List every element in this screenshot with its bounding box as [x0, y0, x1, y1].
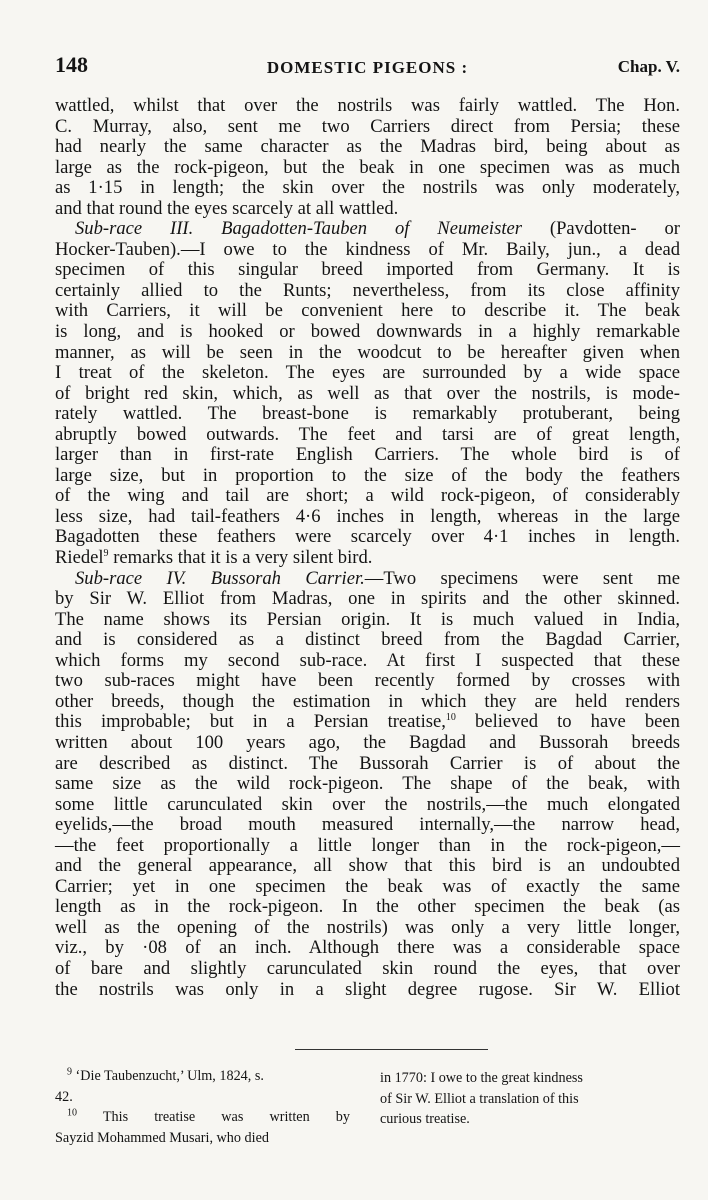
text-line: of bare and slightly carunculated skin round the eyes, that over — [55, 957, 680, 979]
text-line: some little carunculated skin over the nostrils,—the much elongated — [55, 793, 680, 815]
text-line: length as in the rock-pigeon. In the other specimen the beak (as — [55, 896, 680, 918]
text-line: two sub-races might have been recently formed by crosses with — [55, 670, 680, 692]
running-title: DOMESTIC PIGEONS : — [266, 58, 469, 77]
footnote-text: ‘Die Taubenzucht,’ Ulm, 1824, s. — [75, 1068, 264, 1084]
body-text — [55, 96, 680, 1000]
footnote-line: Sayzid Mohammed Musari, who died — [55, 1129, 269, 1146]
text-line: C. Murray, also, sent me two Carriers direct from Persia; these — [55, 115, 680, 137]
text-line — [55, 712, 680, 733]
subrace-4-heading: Sub-race IV. Bussorah Carrier. — [75, 567, 365, 589]
text-span: remarks that it is a very silent bird. — [108, 547, 373, 569]
text-line: larger than in first-rate English Carriers. The whole bird is of — [55, 444, 680, 466]
text-line: large size, but in proportion to the size of the body the feathers — [55, 464, 680, 486]
footnote-line: in 1770: I owe to the great kindness — [380, 1070, 583, 1086]
text-line: written about 100 years ago, the Bagdad and Bussorah breeds — [55, 731, 680, 753]
text-line: certainly allied to the Runts; nevertheless, from its close affinity — [55, 279, 680, 301]
text-line: eyelids,—the broad mouth measured internally,—the narrow head, — [55, 814, 680, 836]
text-line: other breeds, though the estimation in which they are held renders — [55, 690, 680, 712]
text-span: Riedel — [55, 547, 104, 569]
footnote-text: This treatise was written by — [102, 1109, 350, 1125]
text-line: The name shows its Persian origin. It is much valued in India, — [55, 608, 680, 630]
text-line: and is considered as a distinct breed from the Bagdad Carrier, — [55, 629, 680, 651]
text-line: of bright red skin, which, as well as that over the nostrils, is mode- — [55, 382, 680, 404]
text-line: which forms my second sub-race. At first I suspected that these — [55, 649, 680, 671]
text-line: viz., by ·08 of an inch. Although there was a considerable space — [55, 937, 680, 959]
text-line — [55, 548, 680, 569]
text-line: rately wattled. The breast-bone is remarkably protuberant, being — [55, 403, 680, 425]
text-line: of the wing and tail are short; a wild rock-pigeon, of considerably — [55, 485, 680, 507]
footnote-10 — [55, 1107, 350, 1128]
footnote-9 — [55, 1066, 350, 1087]
footnote-divider — [295, 1049, 488, 1050]
text-line: I treat of the skeleton. The eyes are surrounded by a wide space — [55, 362, 680, 384]
text-line: Hocker-Tauben).—I owe to the kindness of Mr. Baily, jun., a dead — [55, 238, 680, 260]
subrace-3-first-line — [55, 219, 680, 240]
text-line: as 1·15 in length; the skin over the nostrils was only moderately, — [55, 177, 680, 199]
text-line: the nostrils was only in a slight degree rugose. Sir W. Elliot — [55, 978, 680, 1000]
footnote-ref-10: 10 — [445, 712, 456, 724]
text-line: is long, and is hooked or bowed downwards in a highly remarkable — [55, 321, 680, 343]
page-number: 148 — [55, 52, 88, 77]
running-header — [55, 52, 680, 82]
text-line: Carrier; yet in one specimen the beak was of exactly the same — [55, 875, 680, 897]
subrace-3-heading: Sub-race III. Bagadotten-Tauben of Neumeister — [75, 218, 522, 240]
text-line: and the general appearance, all show that this bird is an undoubted — [55, 855, 680, 877]
text-line: abruptly bowed outwards. The feet and tarsi are of great length, — [55, 423, 680, 445]
text-line: manner, as will be seen in the woodcut to be hereafter given when — [55, 341, 680, 363]
footnote-ref-9: 9 — [103, 547, 109, 559]
footnote-number: 9 — [67, 1066, 72, 1078]
text-line: well as the opening of the nostrils) was only a very little longer, — [55, 916, 680, 938]
text-span: —Two specimens were sent me — [364, 567, 680, 589]
footnote-line: of Sir W. Elliot a translation of this — [380, 1090, 579, 1107]
footnotes-left — [55, 1066, 350, 1148]
text-line: by Sir W. Elliot from Madras, one in spirits and the other skinned. — [55, 588, 680, 610]
text-line: —the feet proportionally a little longer than in the rock-pigeon,— — [55, 834, 680, 856]
text-line: are described as distinct. The Bussorah Carrier is of about the — [55, 752, 680, 774]
text-line: wattled, whilst that over the nostrils was fairly wattled. The Hon. — [55, 95, 680, 116]
text-line: and that round the eyes scarcely at all wattled. — [55, 197, 399, 219]
subrace-4-first-line — [55, 569, 680, 590]
text-line: less size, had tail-feathers 4·6 inches in length, whereas in the large — [55, 505, 680, 527]
footnotes-right — [380, 1068, 680, 1130]
footnote-line: 42. — [55, 1088, 73, 1105]
text-span: (Pavdotten- or — [522, 218, 680, 240]
text-line: specimen of this singular breed imported from Germany. It is — [55, 259, 680, 281]
text-line: Bagadotten these feathers were scarcely over 4·1 inches in length. — [55, 526, 680, 548]
text-line: same size as the wild rock-pigeon. The shape of the beak, with — [55, 773, 680, 795]
text-line: large as the rock-pigeon, but the beak in one specimen was as much — [55, 156, 680, 178]
footnote-number: 10 — [67, 1107, 77, 1119]
footnote-line: curious treatise. — [380, 1111, 470, 1127]
text-line: with Carriers, it will be convenient here to describe it. The beak — [55, 300, 680, 322]
text-span: this improbable; but in a Persian treatise, — [55, 711, 446, 733]
text-line: had nearly the same character as the Madras bird, being about as — [55, 136, 680, 158]
chapter-label: Chap. V. — [617, 57, 680, 76]
text-span: believed to have been — [455, 711, 680, 733]
